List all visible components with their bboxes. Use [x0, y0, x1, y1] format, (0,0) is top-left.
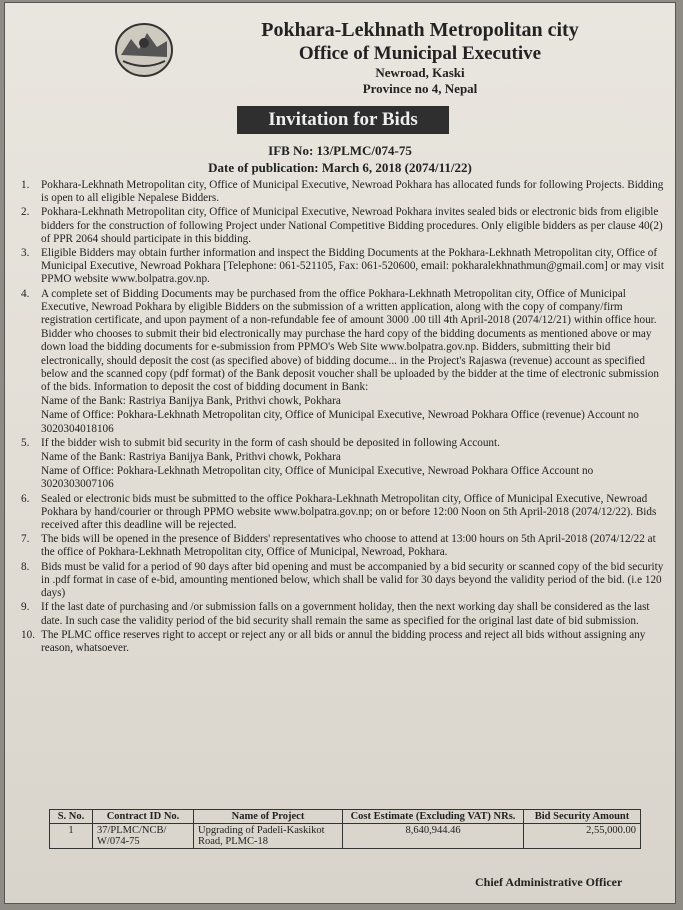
item-text: Pokhara-Lekhnath Metropolitan city, Office of Municipal Executive, Newroad Pokhara has allocated funds for following Projects. Bidding is open to all eligible Nepalese Bidders. — [41, 179, 664, 205]
office-address: Newroad, Kaski — [375, 65, 465, 80]
list-item — [19, 409, 667, 435]
item-text: Bids must be valid for a period of 90 days after bid opening and must be accompanied by a bid security or scanned copy of the bid security in .pdf format in case of e-bid, amounting mentioned below, which shall be valid for 30 days beyond the validity period of the bid. (i.e 120 days) — [41, 560, 664, 600]
list-item — [19, 206, 667, 246]
item-text: Name of Office: Pokhara-Lekhnath Metropolitan city, Office of Municipal Executive, Newroad Pokhara Office Account no 3020303007106 — [41, 465, 594, 491]
column-header: Bid Security Amount — [524, 810, 641, 824]
province-name: Province no 4, Nepal — [362, 81, 478, 96]
item-number: 6. — [21, 492, 30, 505]
table-cell: 2,55,000.00 — [524, 824, 641, 849]
item-text: Name of the Bank: Rastriya Banijya Bank, Prithvi chowk, Pokhara — [41, 451, 341, 464]
ifb-number: IFB No: 13/PLMC/074-75 — [268, 143, 412, 158]
list-item — [19, 533, 667, 559]
column-header: Name of Project — [194, 810, 343, 824]
notice-title: Invitation for Bids — [237, 106, 449, 134]
signature-title: Chief Administrative Officer — [475, 875, 623, 889]
table-row — [50, 824, 641, 849]
item-number: 5. — [21, 436, 30, 449]
item-number: 8. — [21, 560, 30, 573]
item-text: If the bidder wish to submit bid security in the form of cash should be deposited in following Account. — [41, 436, 500, 449]
item-number: 9. — [21, 601, 30, 614]
table-cell: 8,640,944.46 — [343, 824, 524, 849]
table-cell: Upgrading of Padeli-Kaskikot Road, PLMC-18 — [194, 824, 343, 849]
list-item — [19, 451, 667, 464]
list-item — [19, 288, 667, 328]
list-item — [19, 465, 667, 491]
item-number: 3. — [21, 247, 30, 260]
bids-table — [49, 809, 641, 849]
office-name: Office of Municipal Executive — [298, 43, 542, 64]
item-text: The bids will be opened in the presence of Bidders' representatives who choose to attend at 13:00 hours on 5th April-2018 (2074/12/22 at the office of Pokhara-Lekhnath Metropolitan city, Office of Municipal, Newroad, Pokhara. — [41, 533, 656, 559]
column-header: Cost Estimate (Excluding VAT) NRs. — [343, 810, 524, 824]
column-header: Contract ID No. — [93, 810, 194, 824]
city-name: Pokhara-Lekhnath Metropolitan city — [261, 19, 579, 41]
item-text: Eligible Bidders may obtain further information and inspect the Bidding Documents at the Pokhara-Lekhnath Metropolitan city, Office of Municipal Executive, Newroad Pokhara [Telephone: 061-521105, Fax: 061-520600, email: pokharalekhnathmun@gmail.com] or may visit PPMO website www.bolpatra.gov.np. — [41, 247, 665, 286]
list-item — [19, 601, 667, 627]
list-item — [19, 493, 667, 533]
item-number: 1. — [21, 179, 30, 191]
item-text: The PLMC office reserves right to accept or reject any or all bids or annul the bidding process and reject all bids without assigning any reason, whatsoever. — [41, 628, 646, 654]
list-item — [19, 247, 667, 287]
item-text: Sealed or electronic bids must be submitted to the office Pokhara-Lekhnath Metropolitan city, Office of Municipal Executive, Newroad Pokhara by hand/courier or through PPMO website www.bolpatra.gov.np; on or before 12:00 Noon on 5th April-2018 (2074/12/22). Bids received after this deadline will be rejected. — [41, 492, 657, 532]
item-text: Pokhara-Lekhnath Metropolitan city, Office of Municipal Executive, Newroad Pokhara invites sealed bids or electronic bids from eligible bidders for the construction of following Project under National Competitive Bidding procedures. Only eligible bidders as per clause 40(2) of PPR 2064 should participate in this bidding. — [41, 206, 663, 245]
item-number: 7. — [21, 533, 30, 546]
table-header-row — [50, 810, 641, 824]
list-item — [19, 395, 667, 408]
item-number: 4. — [21, 287, 30, 300]
notice-header — [5, 3, 675, 143]
item-text: Name of the Bank: Rastriya Banijya Bank, Prithvi chowk, Pokhara — [41, 395, 341, 408]
item-number: 10. — [21, 628, 35, 641]
item-text: Bidder who chooses to submit their bid electronically may purchase the hard copy of the bidding documents as mentioned above or may down load the bidding documents for e-submission from PPMO's Web Site www.bolpatra.gov.np. Bidders, submitting their bid electronically, should deposit the cost (as specified above) of bidding docume... in the Project's Rajaswa (revenue) account as specified below and the scanned copy (pdf format) of the Bank deposit voucher shall be uploaded by the bidder at the time of electronic submission of the bids. Information to deposit the cost of bidding document in Bank: — [41, 328, 659, 394]
notice-items — [19, 179, 667, 656]
table-cell: 37/PLMC/NCB/ W/074-75 — [93, 824, 194, 849]
list-item — [19, 629, 667, 655]
item-text: Name of Office: Pokhara-Lekhnath Metropolitan city, Office of Municipal Executive, Newroad Pokhara Office (revenue) Account no 3020304018106 — [41, 409, 639, 435]
list-item — [19, 179, 667, 205]
column-header: S. No. — [50, 810, 93, 824]
item-text: A complete set of Bidding Documents may be purchased from the office Pokhara-Lekhnath Metropolitan city, Office of Municipal Executive, Newroad Pokhara by eligible Bidders on the submission of a written application, along with the copy of company/firm registration certificate, and upon payment of a non-refundable fee of amount 3000 .00 till 4th April-2018 (2074/12/21) within office hour. — [41, 287, 657, 327]
list-item — [19, 328, 667, 394]
publication-date: Date of publication: March 6, 2018 (2074/11/22) — [208, 160, 472, 175]
item-number: 2. — [21, 206, 30, 219]
notice-page — [4, 2, 676, 904]
item-text: If the last date of purchasing and /or submission falls on a government holiday, then the next working day shall be considered as the last date. In such case the validity period of the bid security shall remain the same as specified for the original last date of bid submission. — [41, 601, 650, 627]
list-item — [19, 561, 667, 601]
list-item — [19, 437, 667, 450]
table-cell: 1 — [50, 824, 93, 849]
